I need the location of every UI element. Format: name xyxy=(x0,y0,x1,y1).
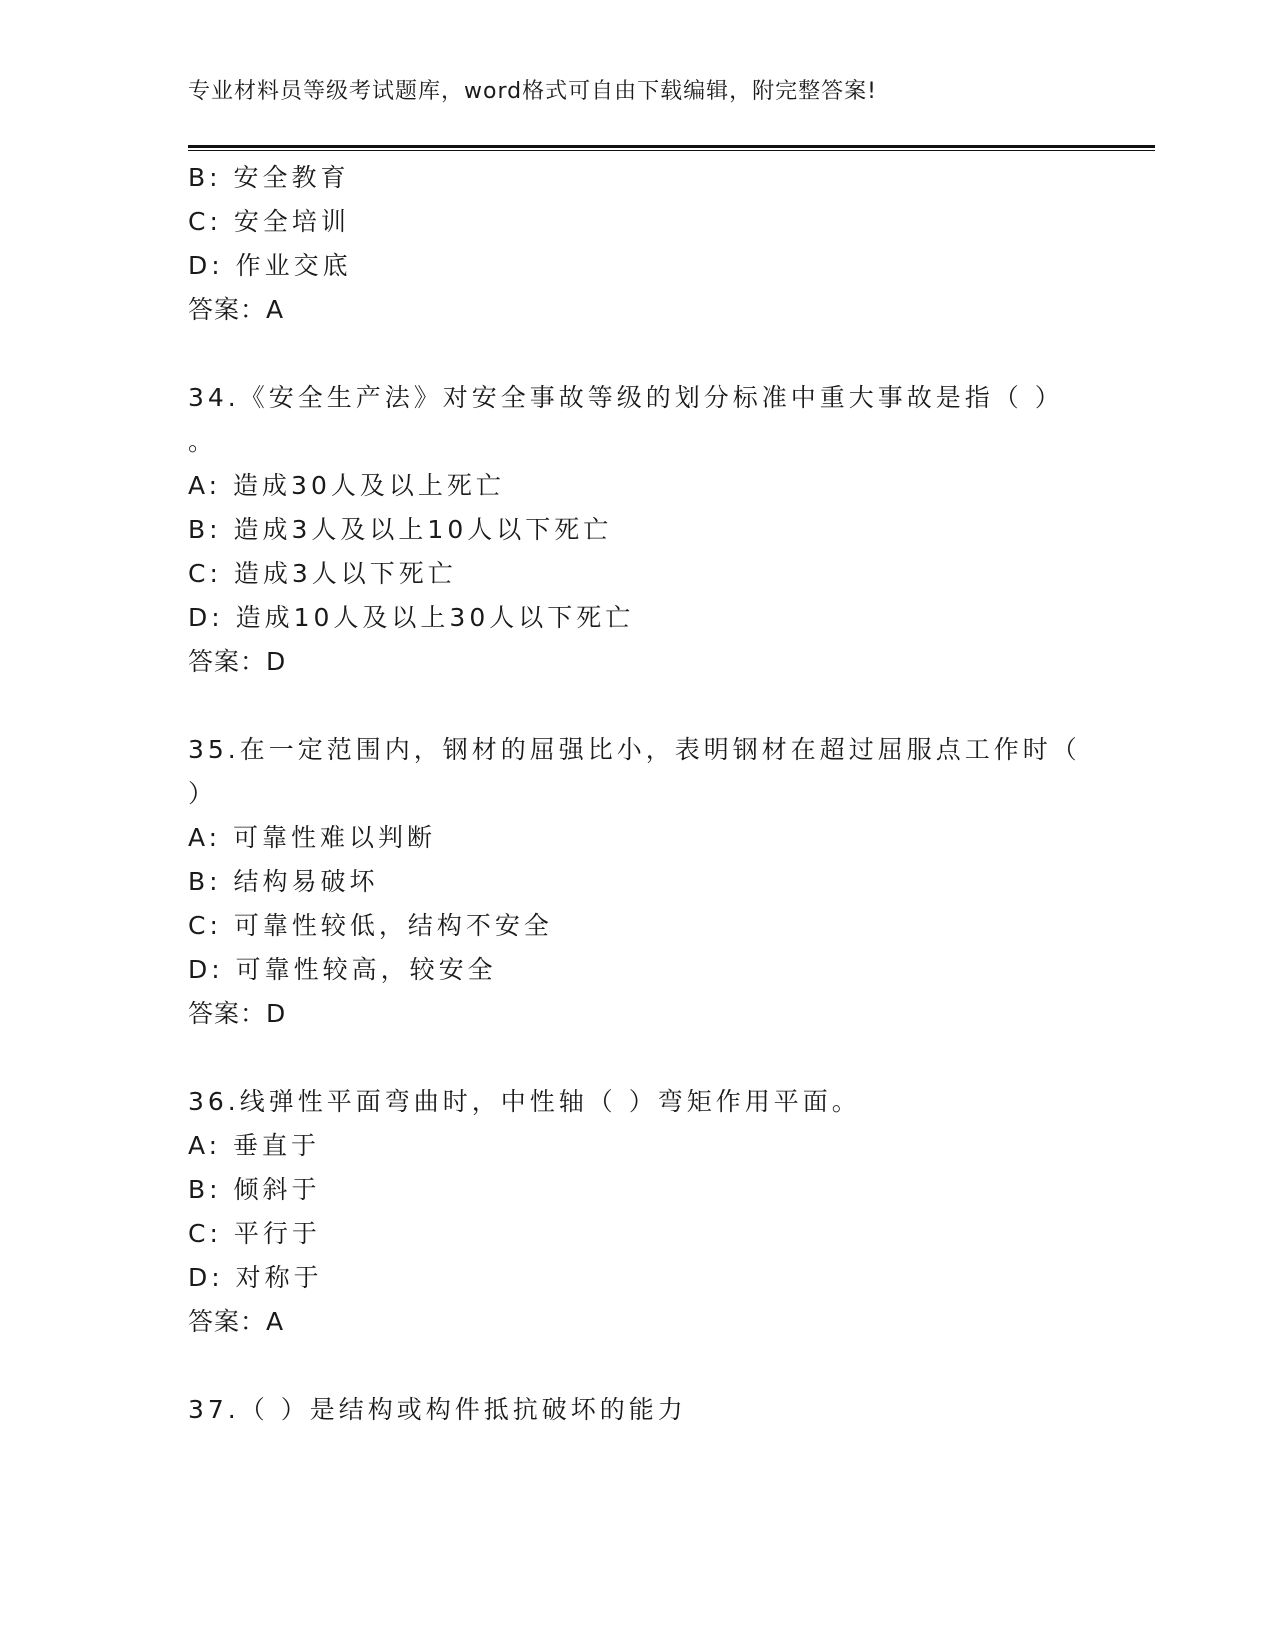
question-35: 35.在一定范围内，钢材的屈强比小，表明钢材在超过屈服点工作时（ xyxy=(188,735,1081,764)
option-b: B: 安全教育 xyxy=(188,163,350,192)
option-c: C: 造成3人以下死亡 xyxy=(188,559,457,588)
header-divider xyxy=(188,145,1155,151)
option-b: B: 倾斜于 xyxy=(188,1175,321,1204)
question-35-cont: ） xyxy=(188,779,218,808)
page-header: 专业材料员等级考试题库，word格式可自由下载编辑，附完整答案! xyxy=(188,79,877,104)
answer: 答案：A xyxy=(188,1307,285,1336)
option-a: A: 垂直于 xyxy=(188,1131,321,1160)
option-b: B: 造成3人及以上10人以下死亡 xyxy=(188,515,613,544)
option-b: B: 结构易破坏 xyxy=(188,867,379,896)
question-37: 37.（ ）是结构或构件抵抗破坏的能力 xyxy=(188,1395,687,1424)
option-c: C: 平行于 xyxy=(188,1219,321,1248)
option-d: D: 造成10人及以上30人以下死亡 xyxy=(188,603,635,632)
question-34: 34.《安全生产法》对安全事故等级的划分标准中重大事故是指（ ） xyxy=(188,383,1064,412)
answer: 答案：D xyxy=(188,647,287,676)
option-c: C: 可靠性较低，结构不安全 xyxy=(188,911,553,940)
answer: 答案：D xyxy=(188,999,287,1028)
question-36: 36.线弹性平面弯曲时，中性轴（ ）弯矩作用平面。 xyxy=(188,1087,861,1116)
option-a: A: 可靠性难以判断 xyxy=(188,823,437,852)
option-d: D: 可靠性较高，较安全 xyxy=(188,955,497,984)
option-c: C: 安全培训 xyxy=(188,207,350,236)
answer: 答案：A xyxy=(188,295,285,324)
question-34-cont: 。 xyxy=(188,427,218,456)
option-d: D: 对称于 xyxy=(188,1263,323,1292)
option-d: D: 作业交底 xyxy=(188,251,352,280)
option-a: A: 造成30人及以上死亡 xyxy=(188,471,505,500)
